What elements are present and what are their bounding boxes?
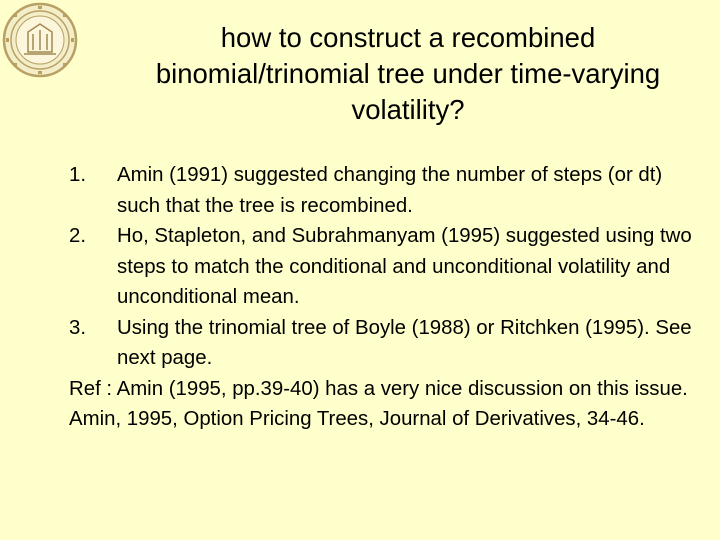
list-item-text: Amin (1991) suggested changing the number of steps (or dt) such that the tree is recombined. — [117, 164, 663, 217]
list-item-number: 3. — [69, 316, 87, 339]
list-item-number: 2. — [69, 225, 87, 247]
reference-note: Ref : Amin (1995, pp.39-40) has a very nice discussion on this issue. — [69, 377, 688, 400]
list-item — [69, 313, 699, 374]
list-item-text: Ho, Stapleton, and Subrahmanyam (1995) suggested using two steps to match the conditional and unconditional volatility and unconditional mean. — [117, 225, 692, 308]
content-body — [69, 160, 699, 435]
list-item — [69, 160, 699, 221]
page-title: how to construct a recombined binomial/trinomial tree under time-varying volatility? — [155, 22, 661, 125]
reference-citation: Amin, 1995, Option Pricing Trees, Journal of Derivatives, 34-46. — [69, 408, 645, 430]
list-item-number: 1. — [69, 164, 87, 186]
university-seal-icon — [2, 2, 78, 78]
list-item — [69, 221, 699, 313]
list-item-text: Using the trinomial tree of Boyle (1988) or Ritchken (1995). See next page. — [117, 316, 692, 369]
